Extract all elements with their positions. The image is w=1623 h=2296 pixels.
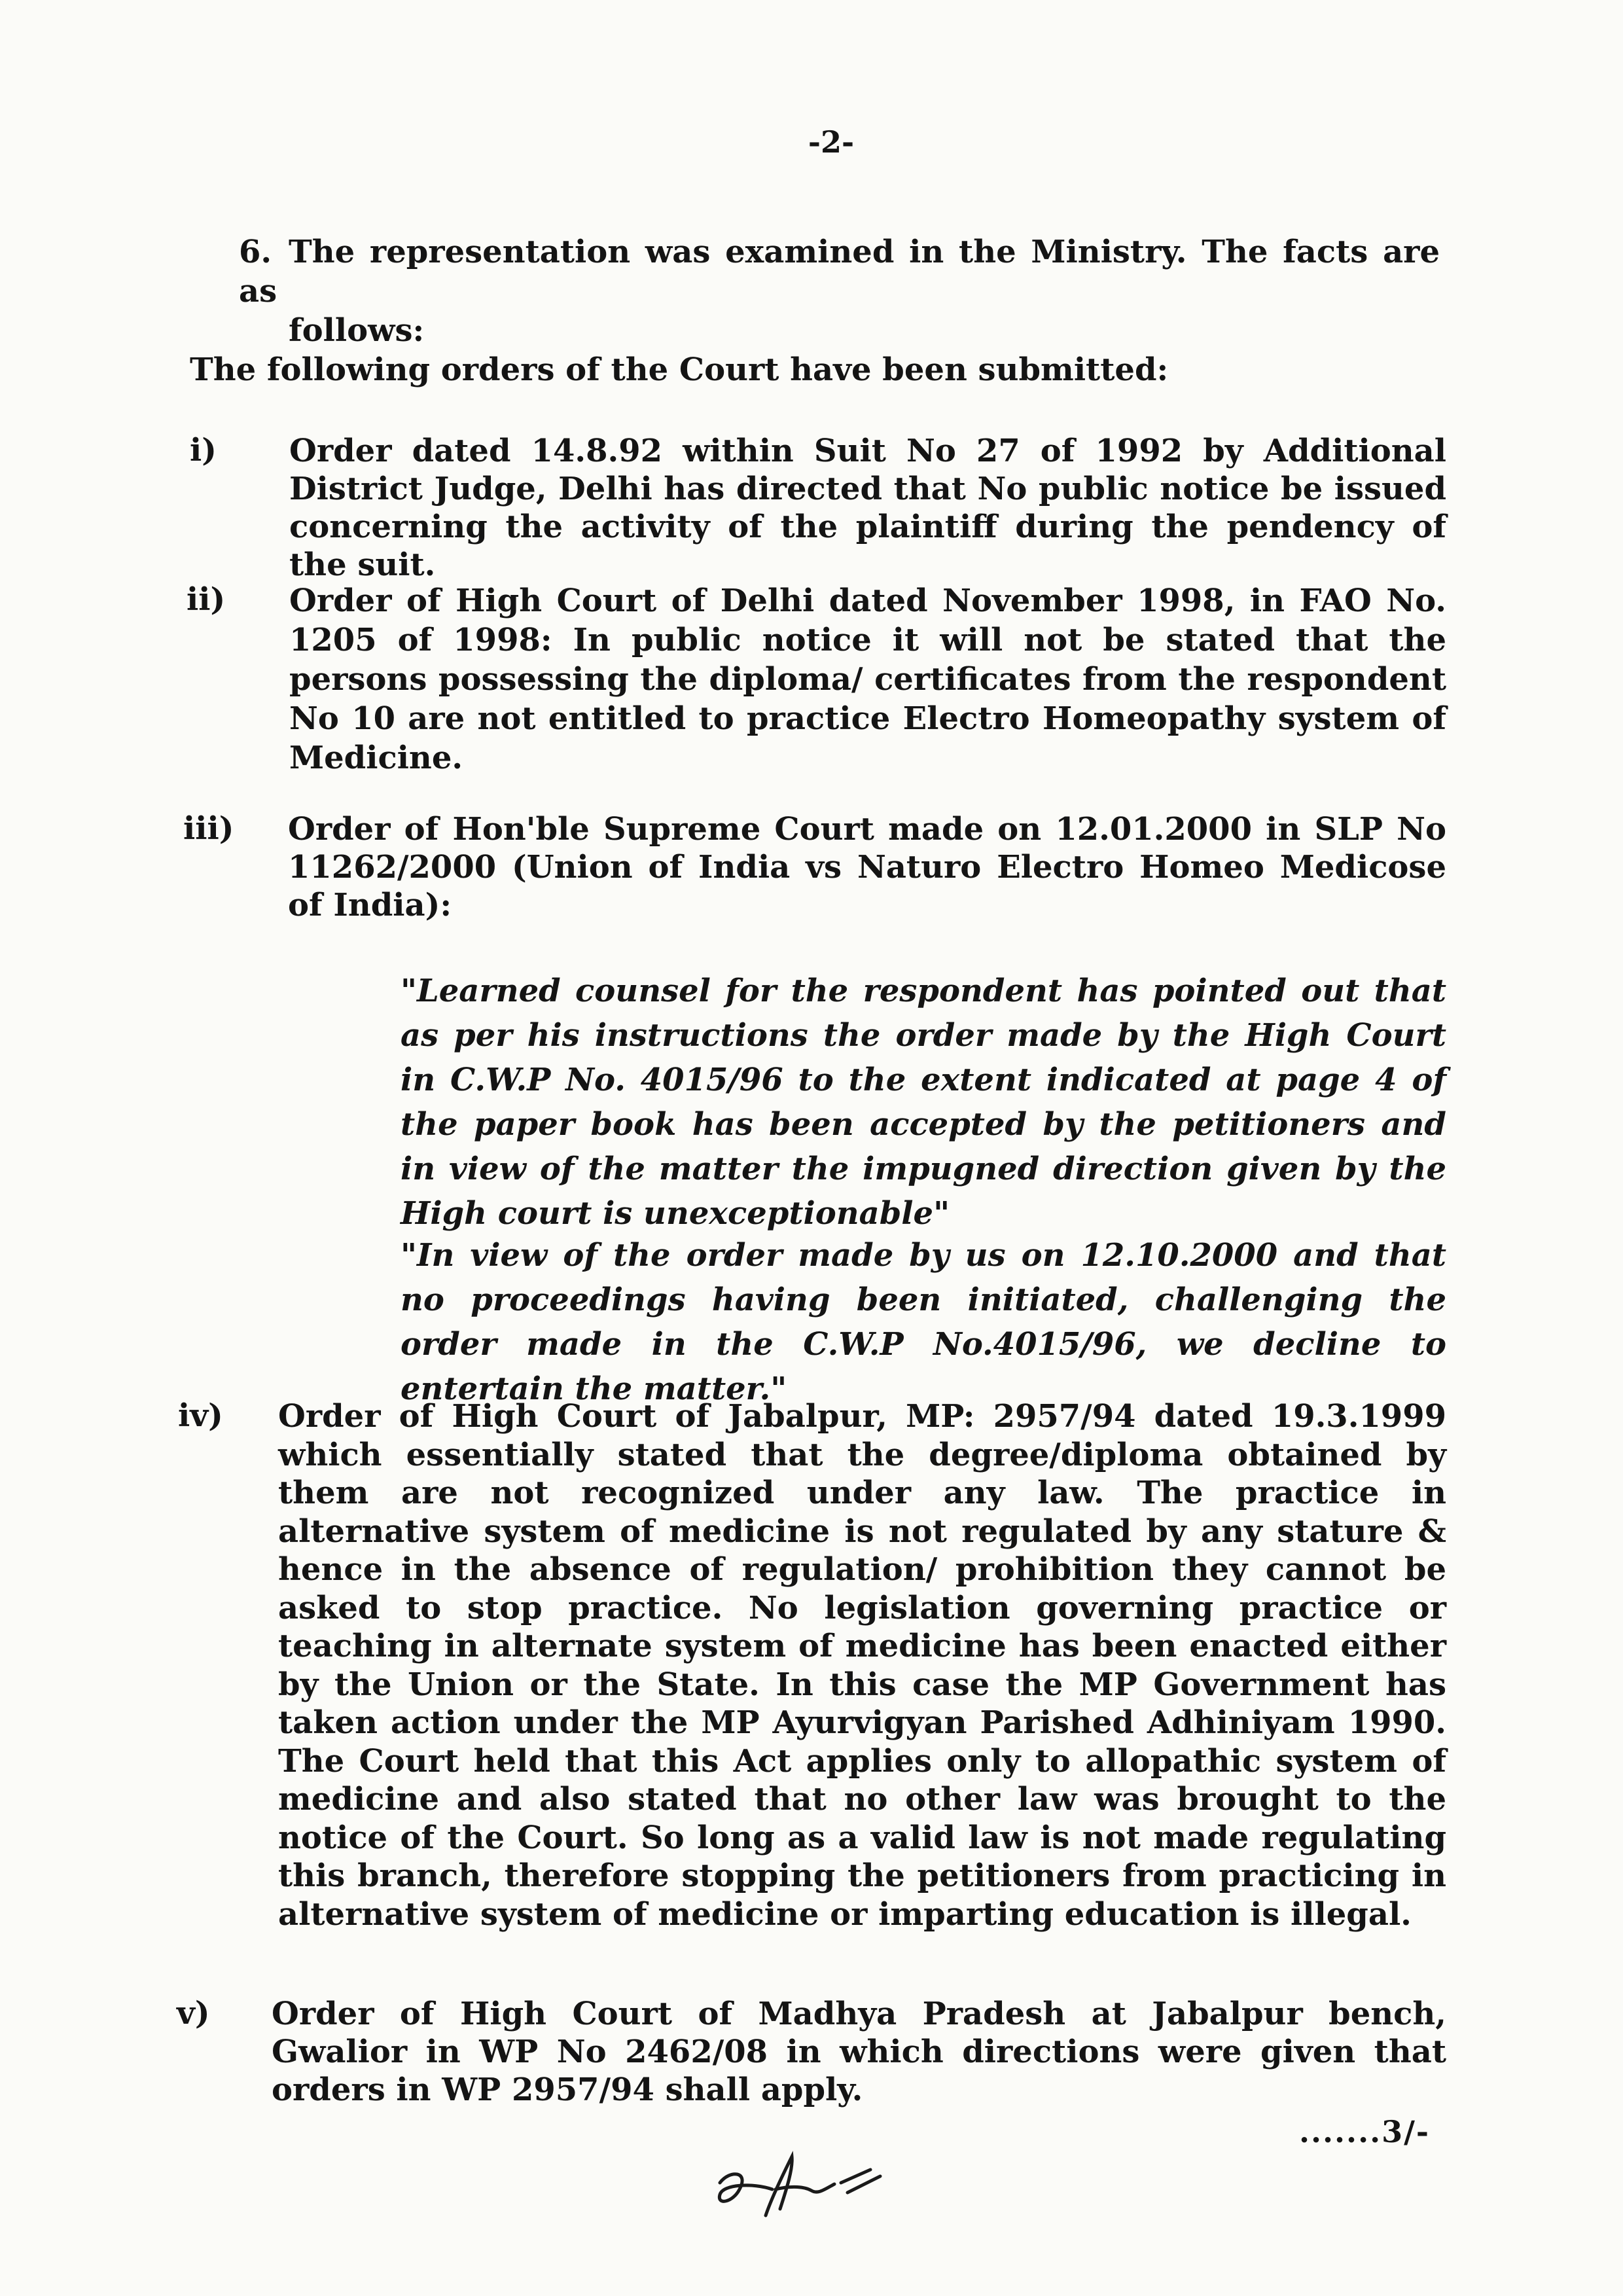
- paragraph-text: The representation was examined in the Ministry. The facts are as: [239, 234, 1440, 310]
- item-text: Order of Hon'ble Supreme Court made on 12.01.2000 in SLP No 11262/2000 (Union of India vs Naturo Electro Homeo Medicose of India):: [288, 811, 1446, 924]
- court-quote-1: "Learned counsel for the respondent has pointed out that as per his instructions the order made by the High Court in C.W.P No. 4015/96 to the extent indicated at page 4 of the paper book has been accepted by the petitioners and in view of the matter the impugned direction given by the High court is unexceptionable": [401, 973, 1446, 1232]
- signature-icon: [694, 2144, 897, 2235]
- item-label: v): [177, 1995, 210, 2032]
- item-label: i): [190, 432, 217, 469]
- item-label: ii): [187, 581, 226, 618]
- page-number: -2-: [808, 124, 855, 160]
- paragraph-6: [239, 232, 1440, 350]
- item-text: Order of High Court of Madhya Pradesh at Jabalpur bench, Gwalior in WP No 2462/08 in which directions were given that orders in WP 2957/94 shall apply.: [272, 1996, 1446, 2108]
- item-label: iii): [183, 810, 234, 847]
- item-text: Order of High Court of Jabalpur, MP: 2957/94 dated 19.3.1999 which essentially stated that the degree/diploma obtained by them are not recognized under any law. The practice in alternative system of medicine is not regulated by any stature & hence in the absence of regulation/ prohibition they cannot be asked to stop practice. No legislation governing practice or teaching in alternate system of medicine has been enacted either by the Union or the State. In this case the MP Government has taken action under the MP Ayurvigyan Parished Adhiniyam 1990. The Court held that this Act applies only to allopathic system of medicine and also stated that no other law was brought to the notice of the Court. So long as a valid law is not made regulating this branch, therefore stopping the petitioners from practicing in alternative system of medicine or imparting education is illegal.: [278, 1398, 1446, 1933]
- paragraph-text-continued: follows:: [289, 312, 425, 349]
- continuation-marker: .......3/-: [1299, 2114, 1431, 2149]
- paragraph-number: 6.: [239, 234, 272, 270]
- item-text: Order of High Court of Delhi dated November 1998, in FAO No. 1205 of 1998: In public notice it will not be stated that the persons possessing the diploma/ certificates from the respondent No 10 are not entitled to practice Electro Homeopathy system of Medicine.: [289, 583, 1446, 776]
- item-label: iv): [178, 1397, 223, 1434]
- item-text: Order dated 14.8.92 within Suit No 27 of 1992 by Additional District Judge, Delhi has directed that No public notice be issued concerning the activity of the plaintiff during the pendency of the suit.: [289, 433, 1446, 583]
- intro-line: The following orders of the Court have been submitted:: [190, 351, 1169, 388]
- court-quote-2: "In view of the order made by us on 12.10.2000 and that no proceedings having been initiated, challenging the order made in the C.W.P No.4015/96, we decline to entertain the matter.": [401, 1237, 1446, 1407]
